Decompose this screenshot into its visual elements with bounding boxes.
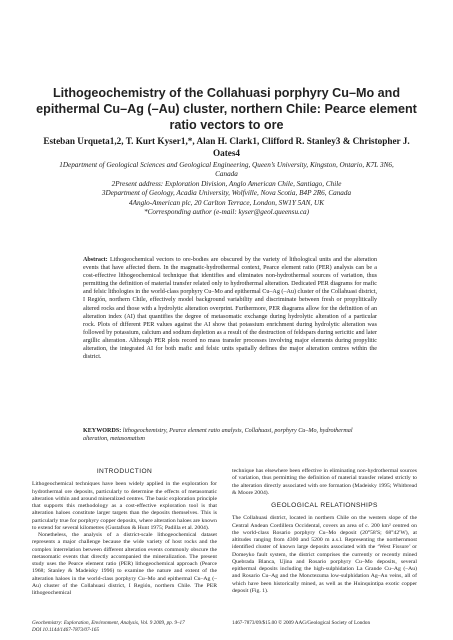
abstract-text: Lithogeochemical vectors to ore-bodies are obscured by the variety of lithological units and the alteration events that have affected them. In the magmatic-hydrothermal context, Pearce element ratio (PER) analysis can be a cost-effective lithogeochemical technique that identifies and eliminates non-hydrothermal sources of variation, thus permitting the definition of material transfer related only to hydrothermal alteration. Dedicated PER diagrams for mafic and felsic lithologies in the world-class porphyry Cu–Mo and epithermal Cu–Ag (–Au) cluster of the Collahuasi district, I Región, northern Chile, effectively model background variability and discriminate between fresh or propylitically altered rocks and those with a hydrolytic alteration overprint. Furthermore, PER diagrams allow for the definition of an alteration index (AI) that quantifies the degree of metasomatic exchange during hydrolytic alteration of a particular rock. Plots of different PER values against the AI show that potassium enrichment during hydrolytic alteration was followed by potassium, calcium and sodium depletion as a result of the destruction of feldspars during sericitic and later argillic alteration. Although PER plots record no mass transfer processes involving major elements during propylitic alteration, the integrated AI for both mafic and felsic units spatially defines the major alteration centres within the district. (83, 257, 377, 361)
journal-citation (32, 620, 185, 633)
section-heading-introduction: INTRODUCTION (96, 468, 153, 475)
affiliations (20, 161, 433, 217)
left-column (32, 468, 217, 597)
intro-paragraph: Nonetheless, the analysis of a district-scale lithogeochemical dataset represents a major challenge because the wide variety of host rocks and the complex interrelation between different alteration events commonly obscure the metasomatic events that directly accompanied the mineralization. The present study uses the Pearce element ratio (PER) lithogeochemical approach (Pearce 1968; Stanley & Madeisky 1996) to examine the nature and extent of the alteration haloes in the world-class porphyry Cu–Mo and epithermal Cu–Ag (–Au) cluster of the Collahuasi district, I Región, northern Chile. The PER lithogeochemical (32, 532, 217, 596)
intro-paragraph: Lithogeochemical techniques have been widely applied in the exploration for hydrothermal ore deposits, particularly to determine the effects of metasomatic alteration within and around mineralized centres. The basic exploration principle that supports this methodology as a cost-effective exploration tool is that alteration haloes constitute larger targets than the deposits themselves. This is particularly true for porphyry copper deposits, where alteration haloes are known to extend for several kilometres (Gustafson & Hunt 1975; Padilla et al. 2004). (32, 481, 217, 531)
abstract-label: Abstract: (83, 257, 108, 263)
corresponding-author: *Corresponding author (e-mail: kyser@geol.queensu.ca) (143, 208, 310, 217)
affiliation-line: Canada (215, 170, 238, 179)
keywords-label: KEYWORDS: (83, 428, 122, 434)
doi-line: DOI 10.1144/1467-7873/07-165 (32, 626, 100, 633)
section-heading-geology: GEOLOGICAL RELATIONSHIPS (271, 502, 378, 509)
copyright-line: 1467-7873/09/$15.00 © 2009 AAG/Geological Society of London (232, 620, 371, 626)
paper-title: Lithogeochemistry of the Collahuasi porphyry Cu–Mo and epithermal Cu–Ag (–Au) cluster, northern Chile: Pearce element ratio vectors to ore (36, 86, 417, 132)
author-list: Esteban Urqueta1,2, T. Kurt Kyser1,*, Alan H. Clark1, Clifford R. Stanley3 & Christopher J. Oates4 (43, 136, 410, 158)
affiliation-line: 2Present address: Exploration Division, Anglo American Chile, Santiago, Chile (111, 179, 342, 188)
keywords (83, 427, 377, 443)
body-paragraph: technique has elsewhere been effective in eliminating non-hydrothermal sources of variation, thus permitting the definition of material transfer related strictly to the alteration directly associated with ore formation (Madeisky 1995; Whitbread & Moore 2004). (232, 468, 417, 496)
body-paragraph: The Collahuasi district, located in northern Chile on the western slope of the Central Andean Cordillera Occidental, covers an area of c. 200 km² centred on the world-class Rosario porphyry Cu–Mo deposit (20°58′S; 68°42′W), at altitudes ranging from 4300 and 5200 m a.s.l. Representing the northernmost identified cluster of known large deposits associated with the ‘West Fissure’ or Domeyko fault system, the district comprises the currently or recently mined Quebrada Blanca, Ujina and Rosario porphyry Cu–Mo deposits, several epithermal deposits including the high-sulphidation La Grande Cu–Ag (–Au) and Rosario Cu–Ag and the Monctezuma low-sulphidation Ag–Au veins, all of which have been historically mined, as well as the Huinquintipa exotic copper deposit (Fig. 1). (232, 515, 417, 594)
affiliation-line: 4Anglo-American plc, 20 Carlton Terrace, London, SW1Y 5AN, UK (129, 198, 324, 207)
affiliation-line: 3Department of Geology, Acadia University, Wolfville, Nova Scotia, B4P 2R6, Canada (101, 189, 352, 198)
right-column (232, 468, 417, 595)
journal-line: Geochemistry: Exploration, Environment, Analysis, Vol. 9 2009, pp. 9–17 (32, 620, 185, 626)
abstract (83, 256, 377, 361)
keywords-text: lithogeochemistry, Pearce element ratio analysis, Collahuasi, porphyry Cu–Mo, hydrothermal alteration, metasomatism (83, 428, 353, 443)
affiliation-line: 1Department of Geological Sciences and Geological Engineering, Queen’s University, Kingston, Ontario, K7L 3N6, (59, 161, 394, 169)
